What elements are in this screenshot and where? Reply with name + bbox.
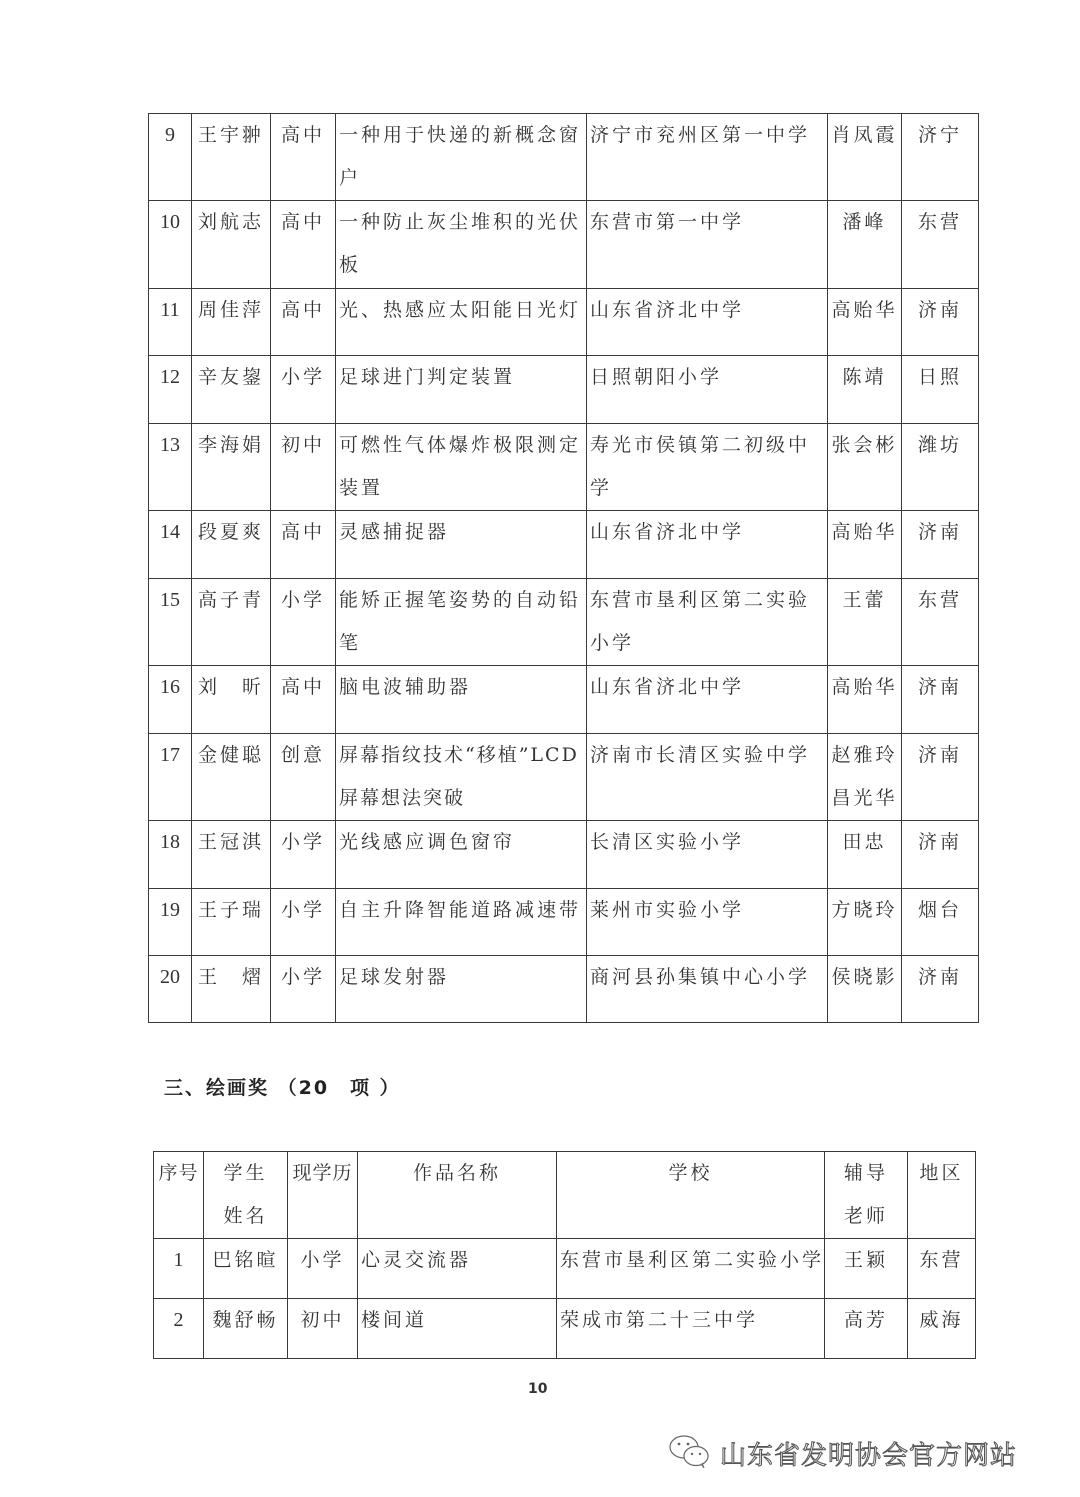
advisor: 方晓玲 [828, 889, 902, 956]
row-number: 16 [149, 666, 192, 734]
table-row [149, 201, 979, 289]
education-level: 初中 [288, 1299, 358, 1359]
student-name: 魏舒畅 [204, 1299, 288, 1359]
header-level: 现学历 [288, 1152, 358, 1239]
table-row [149, 734, 979, 821]
header-name: 学生姓名 [204, 1152, 288, 1239]
advisor: 高芳 [825, 1299, 908, 1359]
section-heading-painting-award: 三、绘画奖 （20 项 ） [164, 1077, 401, 1099]
student-name: 刘航志 [192, 201, 271, 289]
row-number: 12 [149, 356, 192, 424]
school: 日照朝阳小学 [587, 356, 828, 424]
education-level: 小学 [288, 1239, 358, 1299]
header-region: 地区 [908, 1152, 976, 1239]
work-title: 足球进门判定装置 [336, 356, 587, 424]
row-number: 2 [154, 1299, 204, 1359]
table-row [149, 356, 979, 424]
advisor: 王颖 [825, 1239, 908, 1299]
school: 东营市第一中学 [587, 201, 828, 289]
region: 济南 [902, 511, 979, 579]
advisor: 肖凤霞 [828, 114, 902, 201]
education-level: 高中 [271, 666, 336, 734]
row-number: 1 [154, 1239, 204, 1299]
student-name: 周佳萍 [192, 289, 271, 356]
row-number: 18 [149, 821, 192, 889]
region: 东营 [908, 1239, 976, 1299]
education-level: 高中 [271, 114, 336, 201]
work-title: 光线感应调色窗帘 [336, 821, 587, 889]
row-number: 13 [149, 424, 192, 511]
table-row [149, 424, 979, 511]
student-name: 段夏爽 [192, 511, 271, 579]
region: 济南 [902, 289, 979, 356]
student-name: 王 熠 [192, 956, 271, 1023]
region: 东营 [902, 579, 979, 666]
school: 济宁市兖州区第一中学 [587, 114, 828, 201]
region: 日照 [902, 356, 979, 424]
table-row [154, 1299, 976, 1359]
student-name: 李海娟 [192, 424, 271, 511]
work-title: 灵感捕捉器 [336, 511, 587, 579]
advisor: 王蕾 [828, 579, 902, 666]
education-level: 创意 [271, 734, 336, 821]
work-title: 可燃性气体爆炸极限测定装置 [336, 424, 587, 511]
school: 东营市垦利区第二实验小学 [587, 579, 828, 666]
table-header-row [154, 1152, 976, 1239]
advisor: 张会彬 [828, 424, 902, 511]
student-name: 刘 昕 [192, 666, 271, 734]
painting-award-table [153, 1151, 976, 1359]
education-level: 初中 [271, 424, 336, 511]
watermark-text: 山东省发明协会官方网站 [720, 1440, 1018, 1471]
school: 山东省济北中学 [587, 511, 828, 579]
school: 山东省济北中学 [587, 666, 828, 734]
table-row [149, 889, 979, 956]
table-row [149, 511, 979, 579]
education-level: 小学 [271, 356, 336, 424]
advisor: 高贻华 [828, 289, 902, 356]
header-school: 学校 [557, 1152, 825, 1239]
work-title: 屏幕指纹技术“移植”LCD屏幕想法突破 [336, 734, 587, 821]
student-name: 王宇翀 [192, 114, 271, 201]
school: 莱州市实验小学 [587, 889, 828, 956]
region: 潍坊 [902, 424, 979, 511]
row-number: 14 [149, 511, 192, 579]
education-level: 小学 [271, 889, 336, 956]
header-teacher: 辅导老师 [825, 1152, 908, 1239]
work-title: 光、热感应太阳能日光灯 [336, 289, 587, 356]
table-row [149, 579, 979, 666]
watermark [668, 1432, 1017, 1474]
advisor: 高贻华 [828, 511, 902, 579]
region: 威海 [908, 1299, 976, 1359]
wechat-icon [668, 1432, 712, 1474]
row-number: 19 [149, 889, 192, 956]
awards-table-continued [148, 113, 979, 1023]
advisor: 侯晓影 [828, 956, 902, 1023]
advisor: 田忠 [828, 821, 902, 889]
advisor: 潘峰 [828, 201, 902, 289]
header-work: 作品名称 [358, 1152, 557, 1239]
region: 济南 [902, 821, 979, 889]
region: 济南 [902, 734, 979, 821]
student-name: 金健聪 [192, 734, 271, 821]
work-title: 心灵交流器 [358, 1239, 557, 1299]
page-number: 10 [528, 1381, 548, 1397]
student-name: 高子青 [192, 579, 271, 666]
work-title: 楼间道 [358, 1299, 557, 1359]
row-number: 11 [149, 289, 192, 356]
school: 商河县孙集镇中心小学 [587, 956, 828, 1023]
student-name: 王子瑞 [192, 889, 271, 956]
school: 荣成市第二十三中学 [557, 1299, 825, 1359]
region: 济南 [902, 956, 979, 1023]
row-number: 9 [149, 114, 192, 201]
header-no: 序号 [154, 1152, 204, 1239]
table-row [149, 956, 979, 1023]
row-number: 15 [149, 579, 192, 666]
row-number: 10 [149, 201, 192, 289]
work-title: 能矫正握笔姿势的自动铅笔 [336, 579, 587, 666]
region: 烟台 [902, 889, 979, 956]
student-name: 辛友鋆 [192, 356, 271, 424]
education-level: 高中 [271, 201, 336, 289]
advisor: 高贻华 [828, 666, 902, 734]
region: 东营 [902, 201, 979, 289]
education-level: 小学 [271, 956, 336, 1023]
work-title: 一种用于快递的新概念窗户 [336, 114, 587, 201]
table-row [149, 289, 979, 356]
work-title: 足球发射器 [336, 956, 587, 1023]
row-number: 20 [149, 956, 192, 1023]
region: 济宁 [902, 114, 979, 201]
school: 长清区实验小学 [587, 821, 828, 889]
school: 寿光市侯镇第二初级中学 [587, 424, 828, 511]
education-level: 高中 [271, 289, 336, 356]
school: 济南市长清区实验中学 [587, 734, 828, 821]
education-level: 高中 [271, 511, 336, 579]
advisor: 陈靖 [828, 356, 902, 424]
advisor: 赵雅玲昌光华 [828, 734, 902, 821]
student-name: 巴铭暄 [204, 1239, 288, 1299]
row-number: 17 [149, 734, 192, 821]
education-level: 小学 [271, 579, 336, 666]
table-row [149, 666, 979, 734]
school: 东营市垦利区第二实验小学 [557, 1239, 825, 1299]
work-title: 脑电波辅助器 [336, 666, 587, 734]
work-title: 一种防止灰尘堆积的光伏板 [336, 201, 587, 289]
table-row [154, 1239, 976, 1299]
education-level: 小学 [271, 821, 336, 889]
table-row [149, 114, 979, 201]
table-row [149, 821, 979, 889]
student-name: 王冠淇 [192, 821, 271, 889]
region: 济南 [902, 666, 979, 734]
work-title: 自主升降智能道路减速带 [336, 889, 587, 956]
school: 山东省济北中学 [587, 289, 828, 356]
